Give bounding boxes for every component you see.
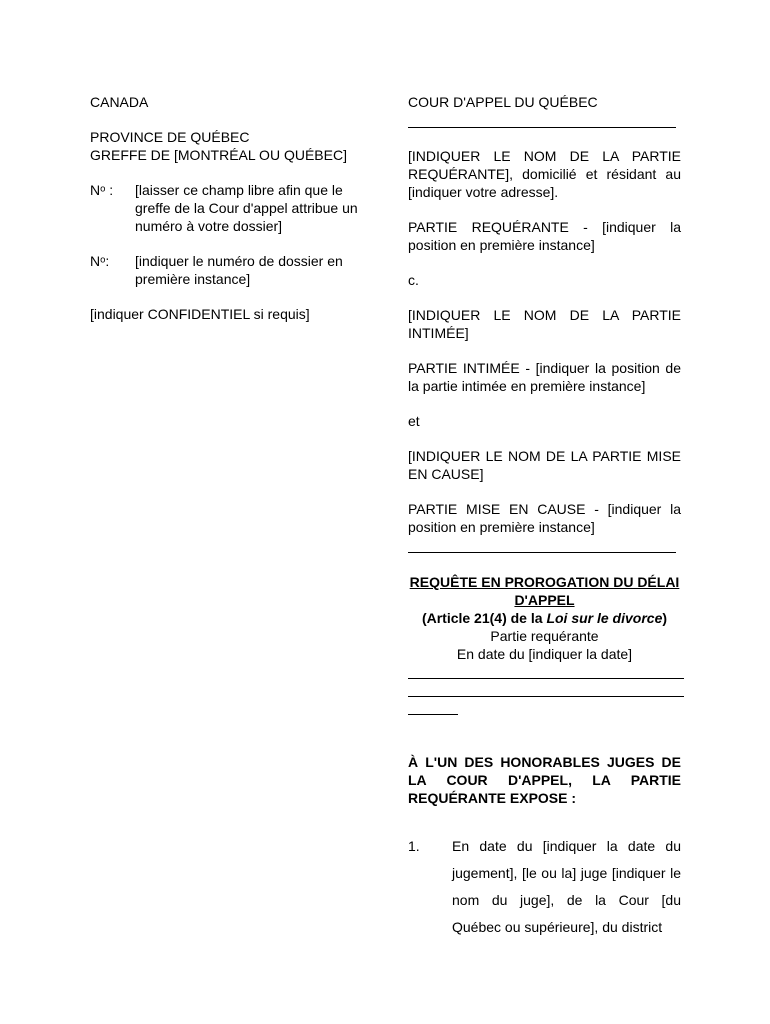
article-prefix: (Article 21(4) de la (421, 610, 547, 626)
respondent-name: [INDIQUER LE NOM DE LA PARTIE INTIMÉE] (408, 307, 681, 341)
right-column (408, 93, 681, 941)
title-main: REQUÊTE EN PROROGATION DU DÉLAI D'APPEL (409, 574, 680, 608)
separator-line (408, 127, 676, 128)
confidential-note: [indiquer CONFIDENTIEL si requis] (90, 306, 310, 322)
court-address: À L'UN DES HONORABLES JUGES DE LA COUR D'APPEL, LA PARTIE REQUÉRANTE EXPOSE : (408, 754, 681, 806)
file-number-label: Nᵒ: (90, 253, 110, 269)
court-name: COUR D'APPEL DU QUÉBEC (408, 94, 598, 110)
file-number-text: [indiquer le numéro de dossier en première instance] (135, 253, 343, 287)
file-number-label: Nᵒ : (90, 182, 114, 198)
title-date: En date du [indiquer la date] (456, 646, 633, 662)
respondent-role: PARTIE INTIMÉE - [indiquer la position de la partie intimée en première instance] (408, 360, 681, 394)
court-file-number (90, 181, 365, 235)
province: PROVINCE DE QUÉBEC (90, 129, 250, 145)
separator-line (408, 678, 684, 679)
numbered-paragraph (408, 833, 681, 941)
first-instance-file-number (90, 252, 365, 288)
left-column (90, 93, 365, 323)
and-conjunction: et (408, 413, 420, 429)
file-number-text: [laisser ce champ libre afin que le greffe de la Cour d'appel attribue un numéro à votre dossier] (135, 182, 358, 234)
title-article (408, 609, 681, 627)
paragraph-text: En date du [indiquer la date du jugement], [le ou la] juge [indiquer le nom du juge], de la Cour [du Québec ou supérieure], du district (452, 838, 681, 935)
applicant-name: [INDIQUER LE NOM DE LA PARTIE REQUÉRANTE], domicilié et résidant au [indiquer votre adresse]. (408, 148, 681, 200)
article-law: Loi sur le divorce (546, 610, 663, 626)
versus: c. (408, 272, 419, 288)
applicant-role: PARTIE REQUÉRANTE - [indiquer la position en première instance] (408, 219, 681, 253)
separator-line (408, 696, 684, 697)
jurisdiction: CANADA (90, 94, 149, 110)
separator-line (408, 714, 458, 715)
registry: GREFFE DE [MONTRÉAL OU QUÉBEC] (90, 147, 347, 163)
article-suffix: ) (662, 610, 668, 626)
paragraph-number: 1. (408, 838, 420, 854)
impleaded-name: [INDIQUER LE NOM DE LA PARTIE MISE EN CAUSE] (408, 448, 681, 482)
document-title (408, 573, 681, 663)
separator-line (408, 552, 676, 553)
title-party: Partie requérante (490, 628, 599, 644)
impleaded-role: PARTIE MISE EN CAUSE - [indiquer la position en première instance] (408, 501, 681, 535)
